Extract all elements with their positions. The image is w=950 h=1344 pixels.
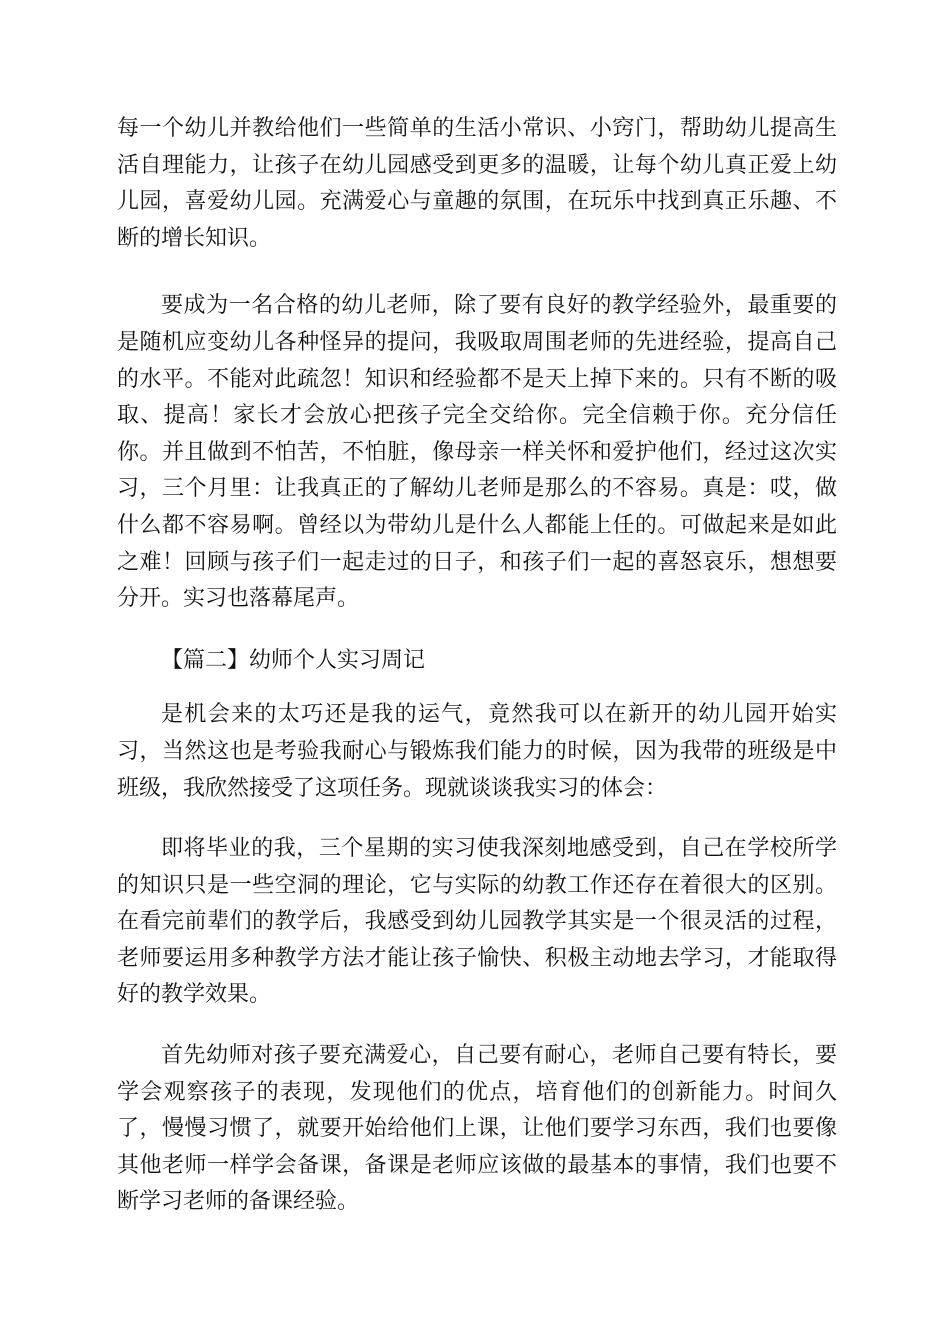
- paragraph-teacher-attitude: 首先幼师对孩子要充满爱心，自己要有耐心，老师自己要有特长，要学会观察孩子的表现，发现他们的优点，培育他们的创新能力。时间久了，慢慢习惯了，就要开始给他们上课，让他们要学习东西，我们也要像其他老师一样学会备课，备课是老师应该做的最基本的事情，我们也要不断学习老师的备课经验。: [117, 1043, 837, 1215]
- paragraph-internship-experience: 即将毕业的我，三个星期的实习使我深刻地感受到，自己在学校所学的知识只是一些空洞的理论，它与实际的幼教工作还存在着很大的区别。在看完前辈们的教学后，我感受到幼儿园教学其实是一个很灵活的过程，老师要运用多种教学方法才能让孩子愉快、积极主动地去学习，才能取得好的教学效果。: [117, 836, 837, 1008]
- document-body: [117, 111, 837, 1221]
- section-heading: 【篇二】幼师个人实习周记: [161, 647, 426, 673]
- paragraph-teacher-qualification: 要成为一名合格的幼儿老师，除了要有良好的教学经验外，最重要的是随机应变幼儿各种怪异的提问，我吸取周围老师的先进经验，提高自己的水平。不能对此疏忽！知识和经验都不是天上掉下来的。只有不断的吸取、提高！家长才会放心把孩子完全交给你。完全信赖于你。充分信任你。并且做到不怕苦，不怕脏，像母亲一样关怀和爱护他们，经过这次实习，三个月里：让我真正的了解幼儿老师是那么的不容易。真是：哎，做什么都不容易啊。曾经以为带幼儿是什么人都能上任的。可做起来是如此之难！回顾与孩子们一起走过的日子，和孩子们一起的喜怒哀乐，想想要分开。实习也落幕尾声。: [117, 293, 837, 612]
- paragraph-continuation: 每一个幼儿并教给他们一些简单的生活小常识、小窍门，帮助幼儿提高生活自理能力，让孩子在幼儿园感受到更多的温暖，让每个幼儿真正爱上幼儿园，喜爱幼儿园。充满爱心与童趣的氛围，在玩乐中找到真正乐趣、不断的增长知识。: [117, 116, 837, 251]
- paragraph-internship-opportunity: 是机会来的太巧还是我的运气，竟然我可以在新开的幼儿园开始实习，当然这也是考验我耐心与锻炼我们能力的时候，因为我带的班级是中班级，我欣然接受了这项任务。现就谈谈我实习的体会：: [117, 702, 837, 801]
